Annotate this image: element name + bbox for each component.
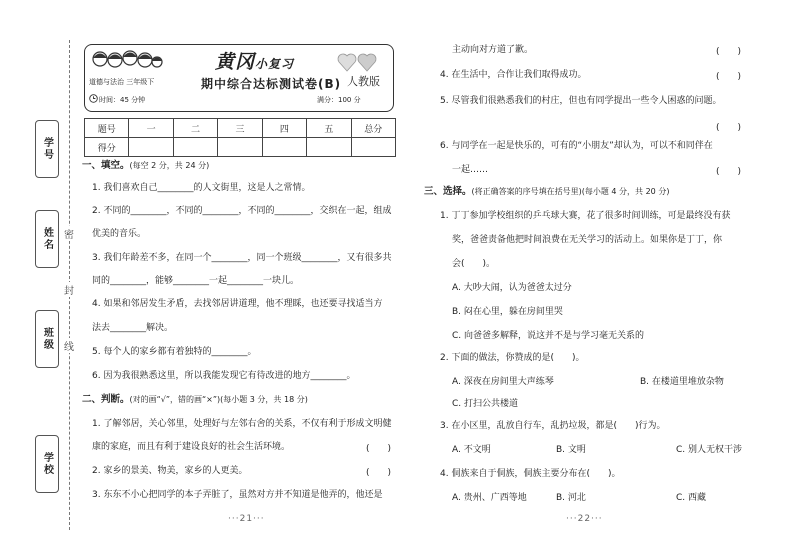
- answer-paren[interactable]: ( ): [716, 47, 742, 57]
- seal-char: 封: [64, 282, 74, 297]
- choice-option: A. 不文明: [452, 445, 491, 455]
- question-text: 优美的音乐。: [92, 229, 147, 239]
- choice-option: A. 贵州、广西等地: [452, 493, 527, 503]
- page-number-left: ···21···: [228, 514, 265, 524]
- score-table-score-row: [85, 138, 396, 157]
- school-box: [35, 435, 59, 493]
- choice-option: C. 西藏: [676, 493, 707, 503]
- seal-char: 线: [64, 338, 74, 353]
- question-text: 奖，爸爸责备他把时间浪费在无关学习的活动上。如果你是丁丁，你: [452, 235, 723, 245]
- choice-option: A. 大吵大闹，认为爸爸太过分: [452, 283, 572, 293]
- table-cell: 题号: [85, 119, 129, 138]
- choice-option: B. 河北: [556, 493, 586, 503]
- student-id-box: [35, 120, 59, 178]
- question-text: 主动向对方道了歉。: [452, 45, 534, 55]
- question-text: 6. 因为我很熟悉这里，所以我能发现它有待改进的地方________。: [92, 371, 356, 381]
- choice-option: C. 别人无权干涉: [676, 445, 743, 455]
- choice-option: B. 闷在心里，躲在房间里哭: [452, 307, 563, 317]
- children-illustration-icon: [91, 49, 163, 77]
- table-cell: 一: [129, 119, 173, 138]
- exam-time: 时间：45 分钟: [99, 96, 146, 104]
- student-id-label: 学号: [41, 137, 53, 161]
- answer-paren[interactable]: ( ): [716, 167, 742, 177]
- score-table-header-row: [85, 119, 396, 138]
- name-label: 姓名: [41, 227, 53, 251]
- score-input-cell[interactable]: [173, 138, 217, 157]
- question-text: 6. 与同学在一起是快乐的，可有的“小朋友”却认为，可以不和同伴在: [440, 141, 713, 151]
- question-text: 5. 尽管我们很熟悉我们的村庄，但也有同学提出一些令人困惑的问题。: [440, 96, 722, 106]
- question-text: 会( )。: [452, 259, 496, 269]
- section-fill-blank-heading: 一、填空。(每空 2 分，共 24 分): [82, 160, 210, 171]
- clock-icon: [89, 94, 98, 103]
- class-label: 班级: [41, 327, 53, 351]
- question-text: 4. 在生活中，合作让我们取得成功。: [440, 70, 587, 80]
- question-text: 5. 每个人的家乡都有着独特的________。: [92, 347, 257, 357]
- school-label: 学校: [41, 452, 53, 476]
- question-text: 3. 东东不小心把同学的本子弄脏了，虽然对方并不知道是他弄的，他还是: [92, 490, 383, 500]
- hearts-decoration-icon: [337, 51, 381, 73]
- question-text: 4. 如果和邻居发生矛盾，去找邻居讲道理，他不理睬，也还要寻找适当方: [92, 299, 383, 309]
- answer-paren[interactable]: ( ): [366, 468, 392, 478]
- question-text: 4. 侗族来自于侗族，侗族主要分布在( )。: [440, 469, 621, 479]
- exam-title: 期中综合达标测试卷(B): [201, 77, 342, 91]
- choice-option: C. 向爸爸多解释，说这并不是与学习毫无关系的: [452, 331, 645, 341]
- name-box: [35, 210, 59, 268]
- answer-paren[interactable]: ( ): [366, 444, 392, 454]
- section-choice-heading: 三、选择。(将正确答案的序号填在括号里)(每小题 4 分，共 20 分): [424, 186, 670, 197]
- score-input-cell[interactable]: [129, 138, 173, 157]
- section-true-false-heading: 二、判断。(对的画“√”，错的画“×”)(每小题 3 分，共 18 分): [82, 394, 308, 405]
- table-cell: 总分: [351, 119, 395, 138]
- class-box: [35, 310, 59, 368]
- question-text: 法去________解决。: [92, 323, 174, 333]
- table-cell: 五: [307, 119, 351, 138]
- question-text: 3. 我们年龄差不多，在同一个________，同一个班级________，又有很多共: [92, 253, 392, 263]
- page-number-right: ···22···: [566, 514, 603, 524]
- answer-paren[interactable]: ( ): [716, 123, 742, 133]
- score-input-cell[interactable]: [307, 138, 351, 157]
- score-input-cell[interactable]: [262, 138, 306, 157]
- question-text: 一起……: [452, 165, 489, 175]
- choice-option: A. 深夜在房间里大声练琴: [452, 377, 554, 387]
- score-table: [84, 118, 396, 157]
- full-score: 满分：100 分: [317, 96, 361, 104]
- seal-char: 密: [64, 226, 74, 241]
- choice-option: C. 打扫公共楼道: [452, 399, 519, 409]
- score-input-cell[interactable]: [351, 138, 395, 157]
- score-input-cell[interactable]: [218, 138, 262, 157]
- question-text: 2. 不同的________，不同的________，不同的________，交织在一起，组成: [92, 206, 392, 216]
- subject-grade: 道德与法治 三年级下: [89, 78, 155, 86]
- table-cell: 四: [262, 119, 306, 138]
- question-text: 3. 在小区里，乱放自行车，乱扔垃圾，都是( )行为。: [440, 421, 666, 431]
- question-text: 同的________，能够________一起________一块儿。: [92, 276, 300, 286]
- choice-option: B. 在楼道里堆放杂物: [640, 377, 724, 387]
- table-cell: 三: [218, 119, 262, 138]
- answer-paren[interactable]: ( ): [716, 72, 742, 82]
- header-banner: [84, 44, 394, 112]
- question-text: 1. 我们喜欢自己________的人文街里，这是人之常情。: [92, 183, 311, 193]
- question-text: 2. 家乡的景美、物美，家乡的人更美。: [92, 466, 248, 476]
- choice-option: B. 文明: [556, 445, 586, 455]
- table-cell: 得分: [85, 138, 129, 157]
- question-text: 1. 丁丁参加学校组织的乒乓球大赛，花了很多时间训练，可是最终没有获: [440, 211, 731, 221]
- brand-logo: 黄冈小复习: [215, 51, 295, 73]
- question-text: 2. 下面的做法，你赞成的是( )。: [440, 353, 585, 363]
- edition-label: 人教版: [347, 75, 380, 88]
- question-text: 康的家庭，而且有利于建设良好的社会生活环境。: [92, 442, 291, 452]
- table-cell: 二: [173, 119, 217, 138]
- question-text: 1. 了解邻居，关心邻里，处理好与左邻右舍的关系，不仅有利于形成文明健: [92, 419, 392, 429]
